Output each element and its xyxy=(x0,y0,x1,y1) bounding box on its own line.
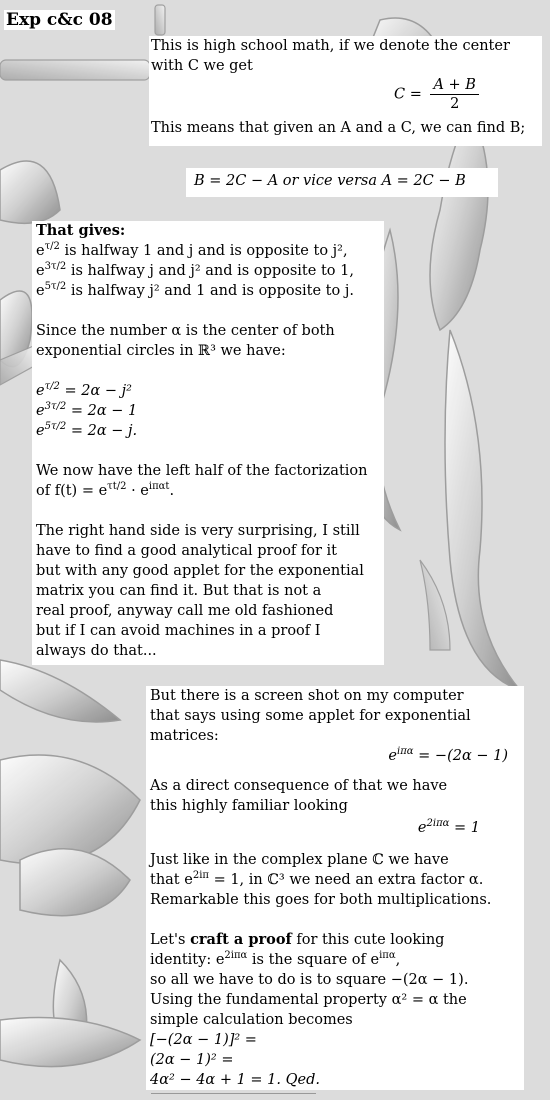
text-line: so all we have to do is to square −(2α − 1). xyxy=(150,972,469,988)
bold-phrase: craft a proof xyxy=(190,931,292,948)
fraction xyxy=(430,76,479,113)
text-line: that $e^{2i\pi} = 1$, in ℂ³ we need an extra factor α. xyxy=(150,870,484,888)
equation-line: $e^{2i\pi\alpha} = 1$ xyxy=(417,818,480,836)
text-line: Let's craft a proof for this cute looking xyxy=(150,931,445,948)
footer-rule xyxy=(151,1093,316,1094)
text-line: $e^{3\tau/2}$ is halfway j and j² and is opposite to 1, xyxy=(36,261,354,279)
center-equation xyxy=(394,76,479,116)
intro-panel xyxy=(149,36,542,146)
text-line: identity: $e^{2i\pi\alpha}$ is the square of $e^{i\pi\alpha}$, xyxy=(150,950,401,968)
text-line: that says using some applet for exponential xyxy=(150,708,471,724)
fraction-numerator: A + B xyxy=(430,76,479,95)
text-line: exponential circles in ℝ³ we have: xyxy=(36,343,286,359)
fraction-denominator: 2 xyxy=(450,96,460,112)
text-line: have to find a good analytical proof for it xyxy=(36,543,338,559)
text-line: Using the fundamental property α² = α the xyxy=(150,992,467,1008)
equation-lhs: C = xyxy=(394,86,422,103)
text-line: The right hand side is very surprising, I still xyxy=(36,523,360,539)
text-line: but if I can avoid machines in a proof I xyxy=(36,623,321,639)
text-line: real proof, anyway call me old fashioned xyxy=(36,603,334,619)
text-line: of $f(t) = e^{\tau t/2} \cdot e^{i\pi\alpha t}$. xyxy=(36,481,175,499)
equation-line: $e^{\tau/2} = 2\alpha - j^2$ xyxy=(36,381,132,399)
equation-line: $e^{3\tau/2} = 2\alpha - 1$ xyxy=(36,401,138,419)
page-title: Exp c&c 08 xyxy=(6,10,113,30)
text-line: but with any good applet for the exponential xyxy=(36,563,364,579)
equation-line: (2α − 1)² = xyxy=(150,1052,234,1068)
text-line: Remarkable this goes for both multiplications. xyxy=(150,892,492,908)
text-line: simple calculation becomes xyxy=(150,1012,353,1028)
text-line: $e^{5\tau/2}$ is halfway j² and 1 and is opposite to j. xyxy=(36,281,354,299)
text-line: As a direct consequence of that we have xyxy=(150,778,448,794)
text-line: $e^{\tau/2}$ is halfway 1 and j and is opposite to j², xyxy=(36,241,348,259)
text-line: with C we get xyxy=(151,58,253,74)
equation-line: $e^{i\pi\alpha} = -(2\alpha - 1)$ xyxy=(388,746,508,764)
equation-line: 4α² − 4α + 1 = 1. Qed. xyxy=(150,1072,320,1088)
text-line: We now have the left half of the factorization xyxy=(36,463,368,479)
equation-line: $e^{5\tau/2} = 2\alpha - j$. xyxy=(36,421,138,439)
text-line: this highly familiar looking xyxy=(150,798,348,814)
text-line: But there is a screen shot on my computer xyxy=(150,688,464,704)
derivation-panel xyxy=(32,221,384,665)
text-line: This means that given an A and a C, we can find B; xyxy=(151,120,526,136)
text-line: always do that... xyxy=(36,643,157,659)
text-line: matrices: xyxy=(150,728,219,744)
text-line: matrix you can find it. But that is not a xyxy=(36,583,322,599)
text-line: Just like in the complex plane ℂ we have xyxy=(150,852,449,868)
text-line: This is high school math, if we denote the center xyxy=(151,38,510,54)
text-line: Since the number α is the center of both xyxy=(36,323,335,339)
section-heading: That gives: xyxy=(36,222,126,239)
proof-panel xyxy=(146,686,524,1090)
equation-box xyxy=(186,168,498,197)
equation-text: B = 2C − A or vice versa A = 2C − B xyxy=(194,173,466,189)
equation-line: [−(2α − 1)]² = xyxy=(150,1032,257,1048)
